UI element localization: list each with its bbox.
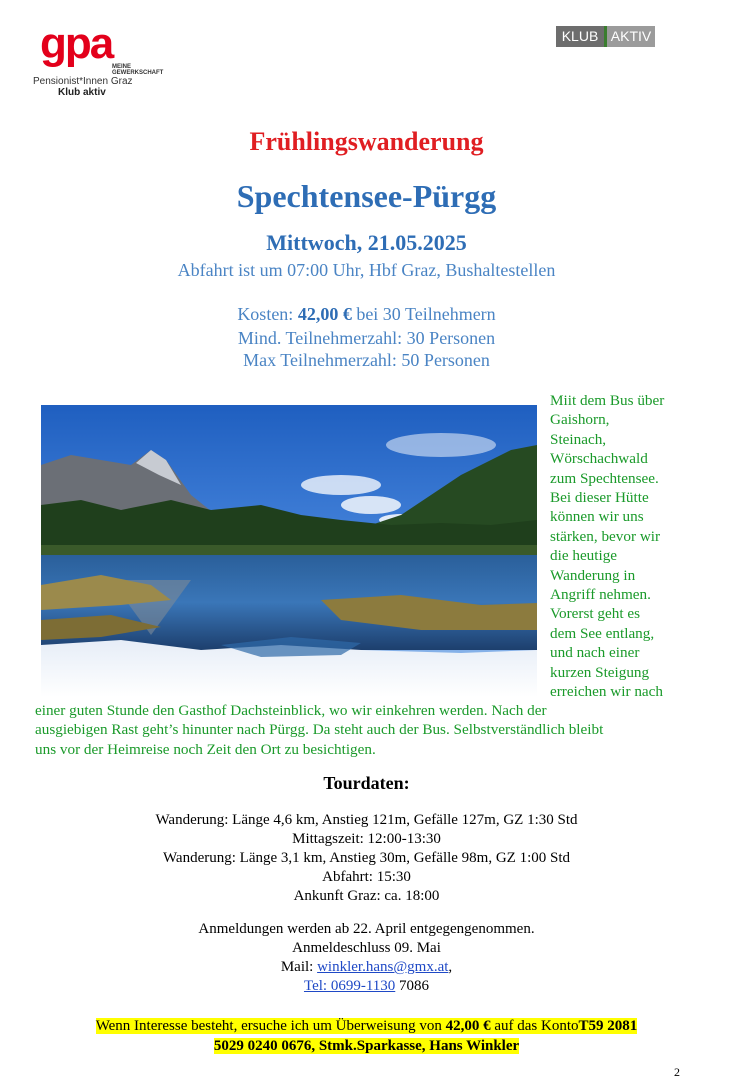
phone-link[interactable]: Tel: 0699-1130 [303,978,396,994]
tour-line: Wanderung: Länge 4,6 km, Anstieg 121m, Gefälle 127m, GZ 1:30 Std [155,812,578,828]
lake-mountain-photo [41,405,537,697]
cost-info: Kosten: 42,00 € bei 30 Teilnehmern [237,304,496,324]
org-sub: Klub aktiv [58,87,106,98]
registration-start: Anmeldungen werden ab 22. April entgegengenommen. [198,921,535,937]
tour-line: Mittagszeit: 12:00-13:30 [292,831,441,847]
mail-line: Mail: winkler.hans@gmx.at, [280,959,453,975]
payment-note: Wenn Interesse besteht, ersuche ich um Überweisung von 42,00 € auf das KontoT59 2081 5029 0240 0676, Stmk.Sparkasse, Hans Winkler [95,1018,638,1054]
klub-logo-left: KLUB [556,26,604,47]
tour-line: Wanderung: Länge 3,1 km, Anstieg 30m, Gefälle 98m, GZ 1:00 Std [162,850,571,866]
gpa-logo [33,19,164,98]
registration-deadline: Anmeldeschluss 09. Mai [292,940,441,956]
side-description: Miit dem Bus über Gaishorn, Steinach, Wörschachwald zum Spechtensee. Bei dieser Hütte können wir uns stärken, bevor wir die heutige Wanderung in Angriff nehmen. Vorerst geht es dem See entlang, und nach einer kurzen Steigung erreichen wir nach [550,392,665,701]
tour-line: Ankunft Graz: ca. 18:00 [293,888,440,904]
page-subtitle: Spechtensee-Pürgg [236,178,497,214]
tour-line: Abfahrt: 15:30 [322,869,411,885]
org-name: Pensionist*Innen Graz [33,76,133,87]
page-number: 2 [674,1065,680,1079]
tour-heading: Tourdaten: [323,773,410,793]
klub-logo-right: AKTIV [607,26,655,47]
gpa-logo-word: gpa [40,19,113,68]
klub-aktiv-logo [556,26,655,47]
body-description: einer guten Stunde den Gasthof Dachsteinblick, wo wir einkehren werden. Nach der ausgiebigen Rast geht’s hinunter nach Pürgg. Da steht auch der Bus. Selbstverständlich bleibt uns vor der Heimreise noch Zeit den Ort zu besichtigen. [35,702,604,758]
min-participants: Mind. Teilnehmerzahl: 30 Personen [237,328,496,348]
gpa-logo-subline: MEINE GEWERKSCHAFT [112,64,164,76]
mail-link[interactable]: winkler.hans@gmx.at [317,959,449,975]
event-date: Mittwoch, 21.05.2025 [266,230,467,255]
phone-line: Tel: 0699-1130 7086 [303,978,430,994]
page-title: Frühlingswanderung [249,127,484,156]
departure-info: Abfahrt ist um 07:00 Uhr, Hbf Graz, Bushaltestellen [177,260,556,280]
max-participants: Max Teilnehmerzahl: 50 Personen [243,350,490,370]
